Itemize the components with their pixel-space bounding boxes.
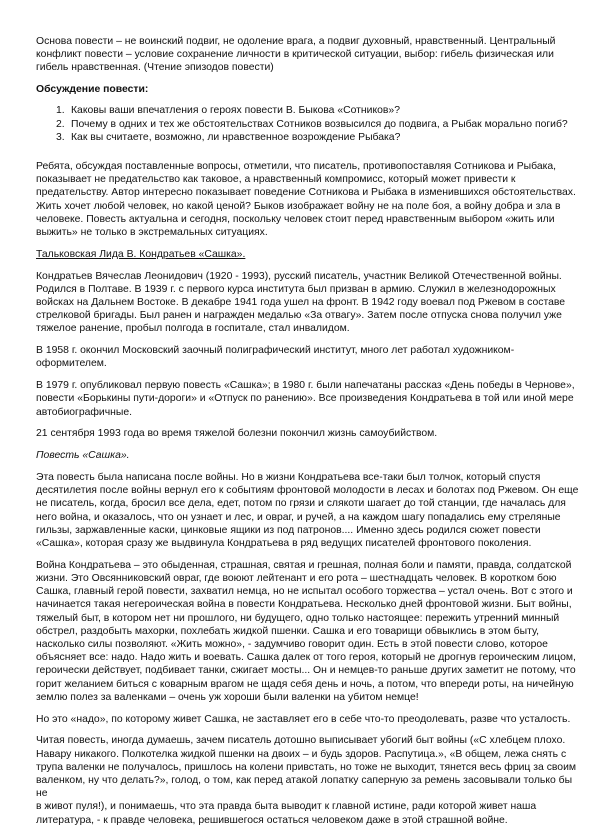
intro-paragraph: Основа повести – не воинский подвиг, не одоление врага, а подвиг духовный, нравственный. Центральный конфликт повести – условие сохранение личности в критической ситуации, выбор: гибель физическая или гибель нравственная. (Чтение эпизодов повести): [36, 36, 556, 74]
story-paragraph: Читая повесть, иногда думаешь, зачем писатель дотошно выписывает убогий быт войны («С хлебцем плохо. Навару никакого. Полкотелка жидкой пшенки на двоих – и будь здоров. Распутица.», «В общем, лежа снять с трупа валенки не получалось, пришлось на колени привстать, но тоже не выходит, тянется весь фриц за своим валенком, ну что делать?», голод, о том, как перед атакой лопатку саперную за ремень засовывали только бы не в живот пуля!), и понимаешь, что эта правда быта выводит к главной истине, ради которой живет наша литература, - к правде человека, решившегося остаться человеком даже в этой страшной войне.: [36, 735, 577, 826]
bio-paragraph: Кондратьев Вячеслав Леонидович (1920 - 1993), русский писатель, участник Великой Отечественной войны. Родился в Полтаве. В 1939 г. с первого курса института был призван в армию. Служил в железнодорожных войсках на Дальнем Востоке. В декабре 1941 года ушел на фронт. В 1942 году воевал под Ржевом в составе стрелковой бригады. Был ранен и награжден медалью «За отвагу». Затем после отпуска снова получил уже тяжелое ранение, пробыл полгода в госпитале, стал инвалидом.: [36, 270, 566, 335]
discussion-heading: Обсуждение повести:: [36, 84, 149, 96]
conclusion-paragraph: Ребята, обсуждая поставленные вопросы, отметили, что писатель, противопоставляя Сотникова и Рыбака, показывает не предательство как таковое, а нравственный компромисс, который может привести к предательству. Автор интересно показывает поведение Сотникова и Рыбака в изменившихся обстоятельствах. Жить хочет любой человек, но какой ценой? Быков изображает войну не на поле боя, а войну добра и зла в человеке. Повесть актуальна и сегодня, поскольку человек стоит перед нравственным выбором «жить или выжить» не только в экстремальных ситуациях.: [36, 161, 576, 239]
list-item: [36, 131, 581, 144]
document-page: [36, 35, 581, 835]
list-number: 2.: [56, 118, 65, 130]
bio-paragraph: 21 сентября 1993 года во время тяжелой болезни покончил жизнь самоубийством.: [36, 428, 438, 440]
list-number: 3.: [56, 131, 65, 143]
story-paragraph: Но это «надо», по которому живет Сашка, не заставляет его в себе что-то преодолевать, разве что усталость.: [36, 713, 571, 725]
bio-paragraph: В 1958 г. окончил Московский заочный полиграфический институт, много лет работал художником- оформителем.: [36, 345, 515, 370]
question-text: Почему в одних и тех же обстоятельствах Сотников возвысился до подвига, а Рыбак морально погиб?: [71, 118, 568, 130]
story-paragraph: Эта повесть была написана после войны. Но в жизни Кондратьева все-таки был толчок, который спустя десятилетия после войны вернул его к событиям фронтовой молодости в лесах и болотах под Ржевом. Он еще не писатель, когда, бросил все дела, едет, потом по грязи и слякоти шагает до той станции, где началась для него война, и оказалось, что он узнает и лес, и овраг, и ручей, а на каждом шагу попадались ему стреляные гильзы, заржавленные каски, цинковые ящики из под патронов.... Именно здесь родился сюжет повести «Сашка», которая сразу же выдвинула Кондратьева в ряд ведущих писателей фронтового поколения.: [36, 472, 579, 550]
section-title: Тальковская Лида В. Кондратьев «Сашка».: [36, 248, 246, 260]
list-item: [36, 104, 581, 117]
bio-paragraph: В 1979 г. опубликовал первую повесть «Сашка»; в 1980 г. были напечатаны рассказ «День победы в Чернове», повести «Борькины пути-дороги» и «Отпуск по ранению». Все произведения Кондратьева в той или иной мере автобиографичные.: [36, 380, 575, 418]
list-number: 1.: [56, 105, 65, 117]
discussion-questions: [36, 104, 581, 144]
story-paragraph: Война Кондратьева – это обыденная, страшная, святая и грешная, полная боли и памяти, правда, солдатской жизни. Это Овсянниковский овраг, где воюют лейтенант и его рота – шестнадцать человек. В коротком бою Сашка, главный герой повести, захватил немца, но не испытал особого торжества – устал очень. Вот с этого и начинается такая негероическая война в повести Кондратьева. Несколько дней фронтовой жизни. Быт войны, тяжелый быт, в котором нет ни прошлого, ни будущего, одно только настоящее: пережить утренний минный обстрел, раздобыть махорки, похлебать жидкой пшенки. Сашка и его товарищи обвыклись в этом быту, насколько силы позволяют. «Жить можно», - задумчиво говорит один. Есть в этой повести слово, которое объясняет все: надо. Надо жить и воевать. Сашка далек от того героя, который не дрогнув героическим лицом, героически действует, подбивает танки, сжигает мосты... Он и немцев-то раньше других заметит не потому, что горит желанием биться с коварным врагом не щадя себя день и ночь, а потом, что впереди роты, на ничейную землю полез за валенками – очень уж хороши были валенки на убитом немце!: [36, 559, 576, 703]
question-text: Каковы ваши впечатления о героях повести В. Быкова «Сотников»?: [71, 105, 400, 117]
question-text: Как вы считаете, возможно, ли нравственное возрождение Рыбака?: [71, 131, 401, 143]
list-item: [36, 118, 581, 131]
story-heading: Повесть «Сашка».: [36, 450, 130, 462]
